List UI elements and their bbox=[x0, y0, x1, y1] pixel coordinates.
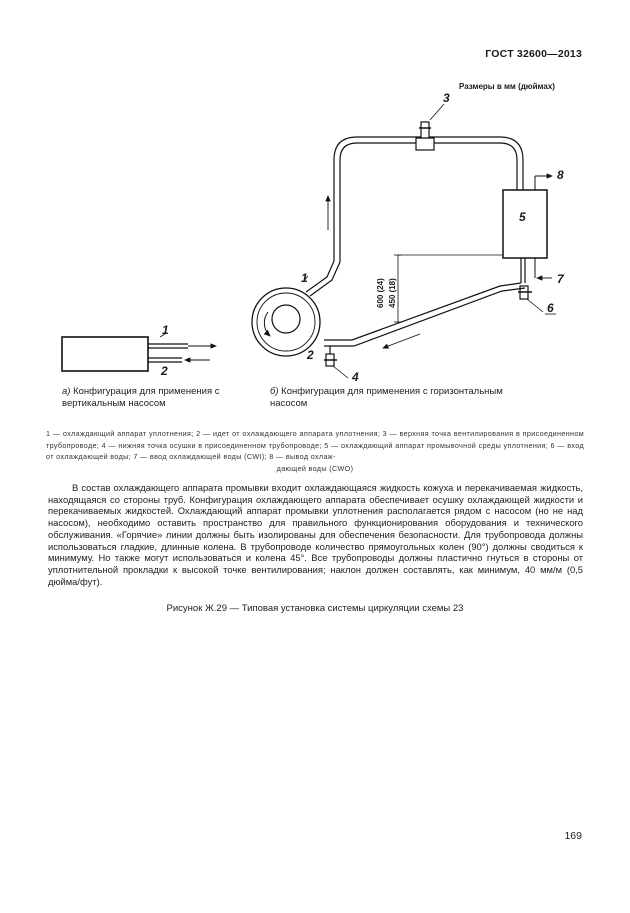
caption-a bbox=[62, 386, 232, 410]
body-paragraph: В состав охлаждающего аппарата промывки входит охлаждающаяся жидкость кожуха и перекачиваемая жидкость, находящаяся со стороны труб. Конфигурация охлаждающего аппарата обеспечивает осушку охлаждающей жидкости и перекачиваемых жидкостей. Охлаждающий аппарат промывки уплотнения располагается рядом с насосом (но не над насосом), необходимо оставить пространство для правильного функционирования оборудования и технического обслуживания. «Горячие» линии должны быть изолированы для обеспечения безопасности. Для трубопровода должны использоваться гладкие, длинные колена. В трубопроводе количество прямоугольных колен (90°) должны сводиться к минимуму. Но также могут использоваться и колена 45°. Все трубопроводы должны пластично гнуться в стороны от уплотнительной прокладки к высокой точке вентилирования; наклон должен составлять, как минимум, 40 мм/м (0,5 дюйма/фут). bbox=[48, 482, 583, 587]
standard-header: ГОСТ 32600—2013 bbox=[485, 48, 582, 60]
flush-cooler-vessel bbox=[503, 190, 547, 258]
legend-text: 1 — охлаждающий аппарат уплотнения; 2 — идет от охлаждающего аппарата уплотнения; 3 — верхняя точка вентилирования в присоединенном трубопроводе; 4 — нижняя точка осушки в присоединенном трубопроводе; 5 — охлаждающий аппарат промывочной среды уплотнения; 6 — вход от охлаждающей воды; 7 — ввод охлаждающей воды (CWI); 8 — вывод охлаж- bbox=[46, 429, 584, 461]
caption-b-text: Конфигурация для применения с горизонтальным насосом bbox=[270, 386, 503, 409]
figure-caption: Рисунок Ж.29 — Типовая установка системы циркуляции схемы 23 bbox=[166, 603, 464, 614]
seal-cooler-mid bbox=[257, 293, 315, 351]
label-2b: 2 bbox=[307, 348, 314, 362]
seal-cooler-vertical bbox=[62, 337, 148, 371]
label-8: 8 bbox=[557, 168, 564, 182]
legend-text-end: дающей воды (CWO) bbox=[276, 463, 354, 473]
loop-pipe-outer bbox=[310, 143, 517, 296]
page-number: 169 bbox=[564, 830, 582, 842]
caption-b bbox=[270, 386, 540, 410]
leader-4 bbox=[333, 366, 348, 378]
vent-valve bbox=[421, 122, 429, 138]
units-note: Размеры в мм (дюймах) bbox=[459, 82, 555, 91]
caption-b-letter: б) bbox=[270, 386, 279, 397]
leader-6b bbox=[527, 299, 543, 312]
figure-legend bbox=[46, 428, 584, 474]
body-text bbox=[48, 482, 583, 587]
caption-a-text: Конфигурация для применения с вертикальным насосом bbox=[62, 386, 220, 409]
flow-arrow-return bbox=[383, 334, 420, 348]
label-6b: 6 bbox=[547, 301, 554, 315]
leader-3 bbox=[430, 104, 444, 120]
label-7: 7 bbox=[557, 272, 564, 286]
label-1b: 1 bbox=[301, 271, 308, 285]
caption-a-letter: а) bbox=[62, 386, 71, 397]
vent-tee bbox=[416, 138, 434, 150]
return-pipe-lower bbox=[324, 288, 525, 346]
seal-cooler-outer bbox=[252, 288, 320, 356]
label-4: 4 bbox=[352, 370, 359, 384]
dim-450: 450 (18) bbox=[388, 278, 397, 308]
label-2a: 2 bbox=[161, 364, 168, 378]
label-5: 5 bbox=[519, 210, 526, 224]
label-3: 3 bbox=[443, 91, 450, 105]
label-1a: 1 bbox=[162, 323, 169, 337]
rotation-arrow bbox=[264, 312, 270, 336]
loop-pipe-inner bbox=[306, 137, 523, 292]
return-pipe-upper bbox=[324, 283, 521, 340]
dim-600: 600 (24) bbox=[376, 278, 385, 308]
seal-cooler-inner bbox=[272, 305, 300, 333]
